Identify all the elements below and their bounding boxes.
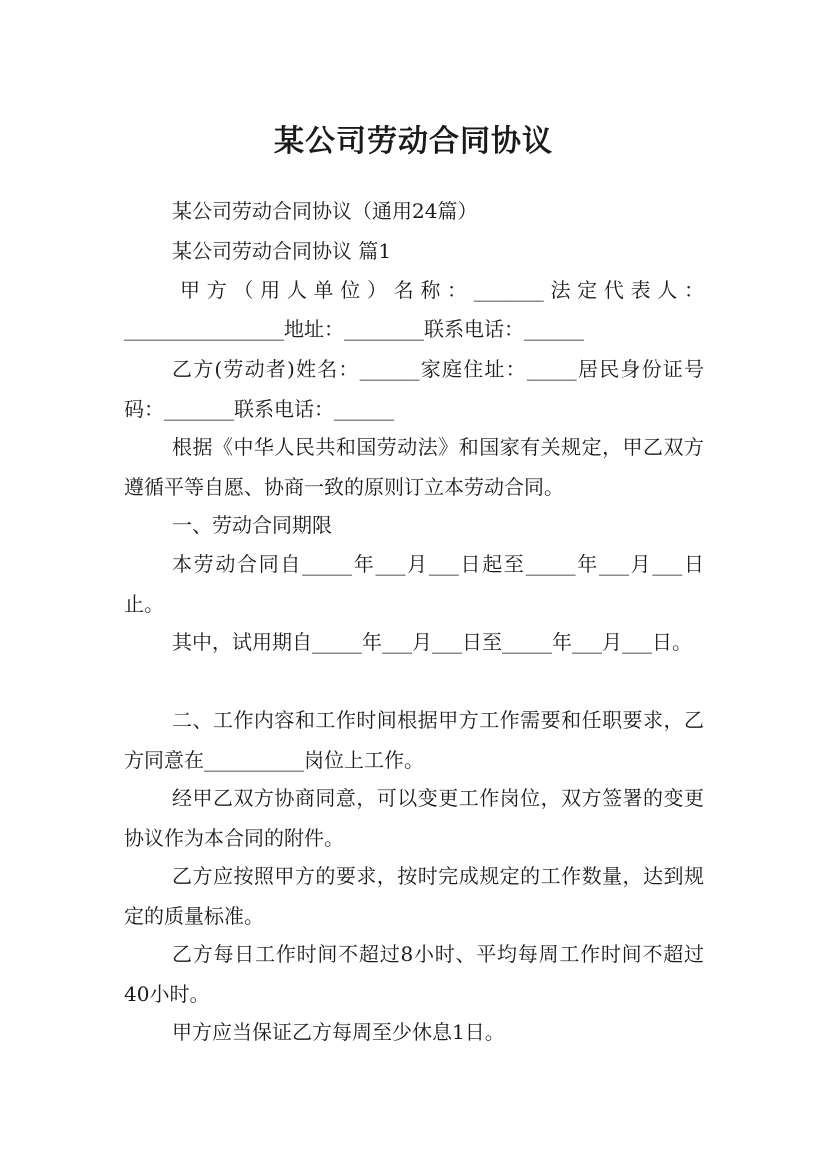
paragraph-section-heading: 某公司劳动合同协议 篇1 xyxy=(172,239,392,263)
paragraph-term-heading: 一、劳动合同期限 xyxy=(172,513,332,537)
paragraph-rest-days: 甲方应当保证乙方每周至少休息1日。 xyxy=(172,1020,505,1044)
paragraph-party-a-line1: 甲方（用人单位）名称：_______法定代表人： xyxy=(180,278,704,302)
paragraph-party-a-line2: ________________地址：________联系电话：______ xyxy=(124,317,584,341)
paragraph-contract-term: 本劳动合同自_____年___月___日起至_____年___月___日止。 xyxy=(124,552,704,616)
paragraph-subtitle: 某公司劳动合同协议（通用24篇） xyxy=(172,199,478,223)
page-title: 某公司劳动合同协议 xyxy=(274,124,553,160)
paragraph-work-hours: 乙方每日工作时间不超过8小时、平均每周工作时间不超过40小时。 xyxy=(124,942,704,1006)
paragraph-work-requirements: 乙方应按照甲方的要求，按时完成规定的工作数量，达到规定的质量标准。 xyxy=(124,864,704,928)
paragraph-party-b: 乙方(劳动者)姓名：______家庭住址：_____居民身份证号码：_______联系电话：______ xyxy=(124,357,704,421)
paragraph-legal-basis: 根据《中华人民共和国劳动法》和国家有关规定，甲乙双方遵循平等自愿、协商一致的原则订立本劳动合同。 xyxy=(124,435,704,499)
paragraph-work-content: 二、工作内容和工作时间根据甲方工作需要和任职要求，乙方同意在__________岗位上工作。 xyxy=(124,708,704,772)
paragraph-position-change: 经甲乙双方协商同意，可以变更工作岗位，双方签署的变更协议作为本合同的附件。 xyxy=(124,786,704,850)
paragraph-probation: 其中，试用期自_____年___月___日至_____年___月___日。 xyxy=(172,630,692,654)
